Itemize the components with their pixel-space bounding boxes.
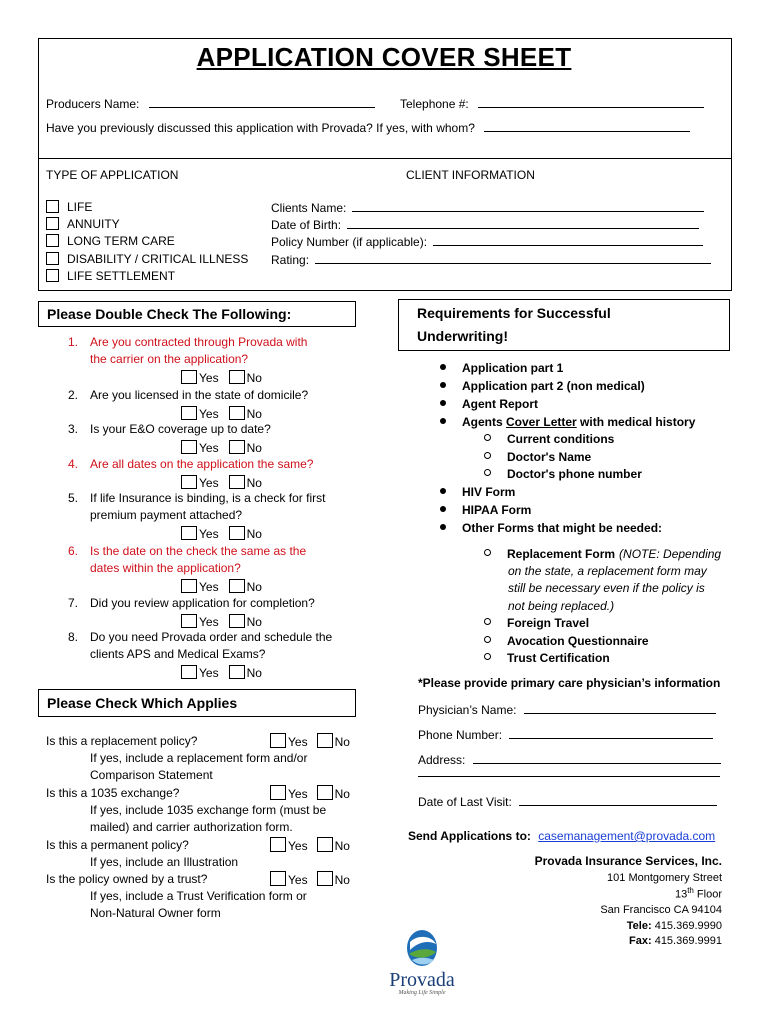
no-checkbox[interactable] <box>229 614 245 628</box>
circle-bullet-icon <box>484 618 491 625</box>
circle-bullet-icon <box>484 653 491 660</box>
double-check-question-line1: Is your E&O coverage up to date? <box>90 422 271 436</box>
yes-no-group <box>270 785 350 801</box>
requirement-item <box>440 521 662 535</box>
requirement-label: Other Forms that might be needed: <box>462 521 663 535</box>
yes-checkbox[interactable] <box>270 837 286 852</box>
company-floor-suffix: th <box>687 886 694 895</box>
yes-checkbox[interactable] <box>181 614 197 628</box>
replacement-note-line: on the state, a replacement form may <box>508 563 707 578</box>
yes-label: Yes <box>288 787 308 801</box>
application-type-option <box>46 234 175 248</box>
yes-label: Yes <box>199 527 219 541</box>
check-applies-instruction-line2: Comparison Statement <box>90 768 213 782</box>
double-check-question-line2: the carrier on the application? <box>90 352 249 366</box>
company-name: Provada Insurance Services, Inc. <box>534 854 722 868</box>
last-visit-label: Date of Last Visit: <box>418 795 512 809</box>
replacement-note: (NOTE: Depending <box>619 547 722 561</box>
double-check-number: 3. <box>68 422 79 436</box>
yes-no-group <box>181 370 262 385</box>
requirement-label: HIPAA Form <box>462 503 532 517</box>
no-label: No <box>246 615 262 629</box>
cover-letter-text: Cover Letter <box>506 415 577 429</box>
no-label: No <box>334 787 350 801</box>
no-label: No <box>246 371 262 385</box>
client-information-row <box>271 234 703 249</box>
yes-label: Yes <box>199 666 219 680</box>
double-check-number: 2. <box>68 388 79 402</box>
double-check-question-line1: Are all dates on the application the same? <box>90 457 314 471</box>
physician-phone-row <box>418 727 713 742</box>
circle-bullet-icon <box>484 434 491 441</box>
no-checkbox[interactable] <box>317 871 333 886</box>
type-of-application-heading: TYPE OF APPLICATION <box>46 168 179 182</box>
double-check-question <box>68 629 332 663</box>
physician-name-field[interactable] <box>524 702 716 714</box>
physician-note: *Please provide primary care physician’s information <box>418 676 721 690</box>
other-form-label: Trust Certification <box>507 651 610 665</box>
company-city: San Francisco CA 94104 <box>600 904 722 916</box>
send-applications-email-link[interactable]: casemanagement@provada.com <box>538 829 716 843</box>
no-checkbox[interactable] <box>317 837 333 852</box>
requirement-item <box>440 485 515 499</box>
double-check-question <box>68 490 325 524</box>
application-type-checkbox[interactable] <box>46 217 59 230</box>
no-checkbox[interactable] <box>317 785 333 800</box>
yes-checkbox[interactable] <box>181 406 197 420</box>
requirement-sub-label: Doctor's phone number <box>507 467 642 481</box>
double-check-number: 6. <box>68 544 79 558</box>
telephone-label: Telephone #: <box>400 97 469 111</box>
client-information-label: Date of Birth: <box>271 218 342 233</box>
requirement-sub-item <box>484 467 642 481</box>
check-applies-instruction: If yes, include an Illustration <box>90 855 239 869</box>
double-check-question <box>68 334 307 368</box>
requirement-item-agents <box>440 415 695 429</box>
send-applications-label: Send Applications to: <box>408 829 531 843</box>
yes-checkbox[interactable] <box>270 871 286 886</box>
check-applies-question: Is this a replacement policy? <box>46 734 198 748</box>
double-check-question <box>68 543 306 577</box>
application-type-option <box>46 217 120 231</box>
application-type-option <box>46 200 92 214</box>
yes-label: Yes <box>288 735 308 749</box>
application-type-label: LIFE SETTLEMENT <box>67 268 176 283</box>
yes-checkbox[interactable] <box>181 475 197 489</box>
requirement-item <box>440 503 531 517</box>
yes-label: Yes <box>199 407 219 421</box>
yes-checkbox[interactable] <box>181 665 197 679</box>
bullet-icon <box>440 382 446 388</box>
double-check-number: 5. <box>68 491 79 505</box>
no-label: No <box>246 580 262 594</box>
no-label: No <box>246 441 262 455</box>
provada-logo-name: Provada <box>389 969 455 991</box>
bullet-icon <box>440 364 446 370</box>
application-type-checkbox[interactable] <box>46 252 59 265</box>
provada-logo <box>352 918 492 1014</box>
no-label: No <box>334 839 350 853</box>
yes-checkbox[interactable] <box>181 370 197 384</box>
yes-label: Yes <box>288 873 308 887</box>
producer-row <box>46 96 375 111</box>
client-information-field[interactable] <box>347 217 699 229</box>
page-title: APPLICATION COVER SHEET <box>196 42 572 72</box>
application-type-checkbox[interactable] <box>46 269 59 282</box>
yes-checkbox[interactable] <box>181 579 197 593</box>
double-check-question-line2: premium payment attached? <box>90 508 243 522</box>
yes-no-group <box>181 665 262 680</box>
double-check-question-line2: clients APS and Medical Exams? <box>90 647 266 661</box>
double-check-question-line1: Are you licensed in the state of domicile? <box>90 388 309 402</box>
client-information-label: Rating: <box>271 252 310 267</box>
check-applies-instruction-line2: mailed) and carrier authorization form. <box>90 820 293 834</box>
no-checkbox[interactable] <box>229 579 245 593</box>
send-applications-row <box>408 829 715 843</box>
application-type-option <box>46 252 248 266</box>
physician-address-label: Address: <box>418 753 466 767</box>
replacement-form-item <box>484 546 721 564</box>
double-check-number: 1. <box>68 335 79 349</box>
physician-address-line-2[interactable] <box>418 776 720 777</box>
double-check-question <box>68 421 271 438</box>
yes-no-group <box>181 475 262 490</box>
bullet-icon <box>440 400 446 406</box>
yes-label: Yes <box>199 441 219 455</box>
other-form-item <box>484 634 649 648</box>
no-checkbox[interactable] <box>229 370 245 384</box>
bullet-icon <box>440 506 446 512</box>
client-information-label: Policy Number (if applicable): <box>271 235 428 250</box>
no-label: No <box>246 666 262 680</box>
no-checkbox[interactable] <box>229 406 245 420</box>
agents-suffix: with medical history <box>576 415 696 429</box>
yes-label: Yes <box>199 580 219 594</box>
bullet-icon <box>440 524 446 530</box>
check-applies-question: Is the policy owned by a trust? <box>46 872 208 886</box>
client-information-label: Clients Name: <box>271 201 347 215</box>
application-type-label: LIFE <box>67 200 93 214</box>
requirement-sub-label: Current conditions <box>507 432 615 446</box>
yes-no-group <box>181 614 262 629</box>
requirements-heading-line2: Underwriting! <box>417 328 508 344</box>
double-check-question-line1: Is the date on the check the same as the <box>90 544 307 558</box>
physician-name-label: Physician’s Name: <box>418 703 517 717</box>
double-check-number: 8. <box>68 630 79 644</box>
client-information-row <box>271 252 711 267</box>
double-check-heading: Please Double Check The Following: <box>38 301 356 327</box>
company-street: 101 Montgomery Street <box>607 872 722 884</box>
client-information-row <box>271 200 704 215</box>
other-form-item <box>484 616 589 630</box>
yes-no-group <box>181 526 262 541</box>
yes-no-group <box>181 579 262 594</box>
double-check-number: 4. <box>68 457 79 471</box>
company-fax-label: Fax: <box>629 935 652 947</box>
requirement-sub-item <box>484 450 591 464</box>
company-floor-number: 13 <box>674 888 688 901</box>
no-label: No <box>246 476 262 490</box>
requirement-item <box>440 379 645 393</box>
physician-address-field[interactable] <box>473 752 721 764</box>
discussed-question: Have you previously discussed this application with Provada? If yes, with whom? <box>46 121 475 135</box>
last-visit-field[interactable] <box>519 794 717 806</box>
producer-label: Producers Name: <box>46 97 140 111</box>
double-check-question <box>68 387 308 404</box>
company-telephone-number: 415.369.9990 <box>651 920 722 932</box>
circle-bullet-icon <box>484 636 491 643</box>
yes-checkbox[interactable] <box>270 733 286 748</box>
physician-phone-field[interactable] <box>509 727 713 739</box>
yes-label: Yes <box>288 839 308 853</box>
check-applies-instruction: If yes, include a replacement form and/or <box>90 751 308 765</box>
client-information-row <box>271 217 699 232</box>
no-label: No <box>246 527 262 541</box>
requirement-label: Application part 1 <box>462 361 564 375</box>
requirement-sub-label: Doctor's Name <box>507 450 592 464</box>
circle-bullet-icon <box>484 452 491 459</box>
application-type-checkbox[interactable] <box>46 200 59 213</box>
check-applies-instruction: If yes, include 1035 exchange form (must be <box>90 803 327 817</box>
check-applies-question: Is this a permanent policy? <box>46 838 189 852</box>
yes-checkbox[interactable] <box>181 440 197 454</box>
check-applies-instruction: If yes, include a Trust Verification form or <box>90 889 307 903</box>
yes-label: Yes <box>199 476 219 490</box>
double-check-question-line1: Are you contracted through Provada with <box>90 335 308 349</box>
company-telephone <box>627 920 722 932</box>
no-label: No <box>334 873 350 887</box>
yes-no-group <box>270 837 350 853</box>
requirements-heading <box>398 299 730 351</box>
client-information-field[interactable] <box>433 234 703 246</box>
no-label: No <box>334 735 350 749</box>
physician-name-row <box>418 702 716 717</box>
requirement-sub-item <box>484 432 614 446</box>
producer-name-field[interactable] <box>149 96 375 108</box>
no-checkbox[interactable] <box>229 440 245 454</box>
circle-bullet-icon <box>484 469 491 476</box>
company-floor-word: Floor <box>693 888 722 901</box>
yes-no-group <box>270 871 350 887</box>
no-checkbox[interactable] <box>229 665 245 679</box>
company-telephone-label: Tele: <box>626 920 652 932</box>
bullet-icon <box>440 488 446 494</box>
replacement-note-line: not being replaced.) <box>508 598 615 613</box>
requirement-item <box>440 361 563 375</box>
requirements-heading-line1: Requirements for Successful <box>417 305 611 321</box>
check-applies-heading: Please Check Which Applies <box>38 689 356 717</box>
circle-bullet-icon <box>484 549 491 556</box>
bullet-icon <box>440 418 446 424</box>
check-applies-instruction-line2: Non-Natural Owner form <box>90 906 221 920</box>
double-check-question-line2: dates within the application? <box>90 561 241 575</box>
application-type-option <box>46 269 175 283</box>
physician-phone-label: Phone Number: <box>418 728 503 742</box>
yes-checkbox[interactable] <box>181 526 197 540</box>
telephone-row <box>400 96 704 111</box>
double-check-question-line1: Did you review application for completion? <box>90 596 315 610</box>
provada-logo-tagline: Making Life Simple <box>398 990 446 996</box>
physician-address-row <box>418 752 721 767</box>
no-checkbox[interactable] <box>229 526 245 540</box>
requirement-item <box>440 397 538 411</box>
double-check-question-line1: Do you need Provada order and schedule the <box>90 630 333 644</box>
client-information-field[interactable] <box>315 252 711 264</box>
yes-no-group <box>181 440 262 455</box>
double-check-question-line1: If life Insurance is binding, is a check for first <box>90 491 326 505</box>
yes-checkbox[interactable] <box>270 785 286 800</box>
double-check-question <box>68 456 313 473</box>
requirement-label: Application part 2 (non medical) <box>462 379 645 393</box>
company-fax <box>629 935 722 947</box>
provada-swirl-icon <box>402 926 442 970</box>
application-type-label: ANNUITY <box>67 217 120 232</box>
application-type-label: LONG TERM CARE <box>67 234 175 249</box>
no-label: No <box>246 407 262 421</box>
yes-label: Yes <box>199 615 219 629</box>
discussed-row <box>46 120 690 135</box>
requirement-label: HIV Form <box>462 485 516 499</box>
application-type-checkbox[interactable] <box>46 234 59 247</box>
double-check-number: 7. <box>68 596 79 610</box>
company-floor <box>675 886 722 901</box>
agents-prefix: Agents <box>462 415 507 429</box>
other-form-label: Avocation Questionnaire <box>507 634 649 648</box>
check-applies-question: Is this a 1035 exchange? <box>46 786 180 800</box>
yes-no-group <box>270 733 350 749</box>
client-information-field[interactable] <box>352 200 704 212</box>
application-type-label: DISABILITY / CRITICAL ILLNESS <box>67 251 249 266</box>
other-form-label: Foreign Travel <box>507 616 590 630</box>
yes-label: Yes <box>199 371 219 385</box>
last-visit-row <box>418 794 717 809</box>
requirement-label: Agent Report <box>462 397 538 411</box>
no-checkbox[interactable] <box>229 475 245 489</box>
yes-no-group <box>181 406 262 421</box>
company-fax-number: 415.369.9991 <box>651 935 722 947</box>
other-form-item <box>484 651 610 665</box>
no-checkbox[interactable] <box>317 733 333 748</box>
replacement-note-line: still be necessary even if the policy is <box>508 581 705 595</box>
telephone-field[interactable] <box>478 96 704 108</box>
replacement-form-label: Replacement Form <box>507 547 616 561</box>
double-check-question <box>68 595 315 612</box>
discussed-with-field[interactable] <box>484 120 690 132</box>
client-information-heading: CLIENT INFORMATION <box>406 168 535 182</box>
